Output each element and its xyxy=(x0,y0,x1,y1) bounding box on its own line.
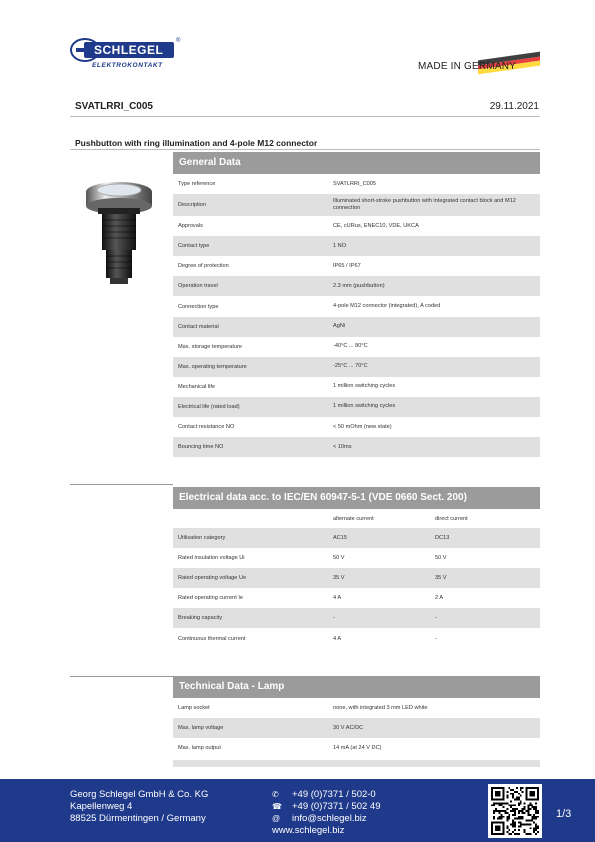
row-value: SVATLRRI_C005 xyxy=(333,180,377,187)
row-value: < 50 mOhm (new state) xyxy=(333,423,392,430)
row-value-ac: 4 A xyxy=(333,635,342,642)
section-end-bar xyxy=(173,760,540,767)
electrical-data-section xyxy=(173,487,540,649)
divider xyxy=(70,484,173,485)
table-row xyxy=(173,194,540,216)
footer xyxy=(0,779,595,842)
company-name: Georg Schlegel GmbH & Co. KG xyxy=(70,789,209,800)
row-value-dc: 50 V xyxy=(435,555,447,562)
electrical-data-table xyxy=(173,528,540,649)
row-value: 1 NO xyxy=(333,242,347,249)
row-value: IP65 / IP67 xyxy=(333,262,361,269)
table-row xyxy=(173,357,540,377)
logo-subtitle: ELEKTROKONTAKT xyxy=(92,62,163,69)
row-label: Electrical life (rated load) xyxy=(178,403,240,410)
col-alternate-current: alternate current xyxy=(333,515,374,522)
company-city: 88525 Dürmentingen / Germany xyxy=(70,813,206,824)
table-row xyxy=(173,568,540,588)
fax-number[interactable]: +49 (0)7371 / 502 49 xyxy=(292,801,381,812)
table-row xyxy=(173,296,540,316)
row-label: Contact resistance NO xyxy=(178,424,235,431)
website-link[interactable]: www.schlegel.biz xyxy=(272,825,345,836)
at-icon: @ xyxy=(272,814,281,823)
electrical-header-row xyxy=(173,509,540,528)
row-value: -25°C ... 70°C xyxy=(333,363,368,370)
row-value-dc: - xyxy=(435,615,437,622)
row-value: 1 million switching cycles xyxy=(333,383,396,390)
row-label: Lamp socket xyxy=(178,705,210,712)
divider xyxy=(70,149,540,150)
table-row xyxy=(173,718,540,738)
row-label: Mechanical life xyxy=(178,383,215,390)
table-row xyxy=(173,317,540,337)
row-label: Bouncing time NO xyxy=(178,444,224,451)
row-label: Max. operating temperature xyxy=(178,363,247,370)
table-row xyxy=(173,256,540,276)
product-image xyxy=(84,176,154,286)
divider xyxy=(70,676,173,677)
row-value: -40°C ... 80°C xyxy=(333,343,368,350)
table-row xyxy=(173,377,540,397)
page-number: 1/3 xyxy=(556,808,572,820)
row-value-ac: 50 V xyxy=(333,555,345,562)
row-value-ac: AC15 xyxy=(333,535,347,542)
row-value-ac: 35 V xyxy=(333,575,345,582)
row-label: Connection type xyxy=(178,303,219,310)
row-value: 1 million switching cycles xyxy=(333,403,396,410)
table-row xyxy=(173,337,540,357)
table-row xyxy=(173,437,540,457)
row-label: Type reference xyxy=(178,181,216,188)
table-row xyxy=(173,528,540,548)
row-value: CE, cURus, ENEC10, VDE, UKCA xyxy=(333,222,419,229)
company-address xyxy=(70,789,208,825)
col-direct-current: direct current xyxy=(435,515,468,522)
table-row xyxy=(173,738,540,758)
row-value: 2.3 mm (pushbutton) xyxy=(333,282,385,289)
table-row xyxy=(173,397,540,417)
qr-code xyxy=(488,784,542,838)
row-value-dc: 35 V xyxy=(435,575,447,582)
row-label: Max. lamp output xyxy=(178,745,221,752)
logo-registered-mark: ® xyxy=(176,38,181,44)
row-label: Breaking capacity xyxy=(178,615,223,622)
row-label: Description xyxy=(178,202,206,209)
lamp-data-title: Technical Data - Lamp xyxy=(173,676,540,698)
row-value: 30 V AC/DC xyxy=(333,724,364,731)
company-contact xyxy=(272,789,380,837)
row-label: Contact type xyxy=(178,243,210,250)
row-value: < 10ms xyxy=(333,443,352,450)
general-data-title: General Data xyxy=(173,152,540,174)
logo-brand: SCHLEGEL xyxy=(84,42,174,58)
table-row xyxy=(173,216,540,236)
table-row xyxy=(173,628,540,648)
row-label: Rated insulation voltage Ui xyxy=(178,555,245,562)
table-row xyxy=(173,174,540,194)
table-row xyxy=(173,548,540,568)
phone-number[interactable]: +49 (0)7371 / 502-0 xyxy=(292,789,376,800)
row-label: Utilisation category xyxy=(178,535,226,542)
general-data-table xyxy=(173,174,540,457)
table-row xyxy=(173,276,540,296)
table-row xyxy=(173,236,540,256)
electrical-data-title: Electrical data acc. to IEC/EN 60947-5-1 (VDE 0660 Sect. 200) xyxy=(173,487,540,509)
row-label: Operation travel xyxy=(178,283,218,290)
row-value: 4-pole M12 connector (integrated), A coded xyxy=(333,303,441,310)
row-label: Rated operating current Ie xyxy=(178,595,243,602)
row-value: Illuminated short-stroke pushbutton with integrated contact block and M12 connection xyxy=(333,198,516,212)
row-value-ac: - xyxy=(333,615,335,622)
table-row xyxy=(173,588,540,608)
row-value-dc: - xyxy=(435,635,437,642)
row-label: Degree of protection xyxy=(178,263,229,270)
row-label: Approvals xyxy=(178,223,203,230)
row-value: AgNi xyxy=(333,323,346,330)
table-row xyxy=(173,698,540,718)
lamp-data-table xyxy=(173,698,540,758)
document-subtitle: Pushbutton with ring illumination and 4-pole M12 connector xyxy=(75,138,318,148)
fax-icon: ☎ xyxy=(272,802,282,811)
row-value: 14 mA (at 24 V DC) xyxy=(333,744,382,751)
document-date: 29.11.2021 xyxy=(489,101,539,112)
company-logo xyxy=(70,38,180,74)
document-id: SVATLRRI_C005 xyxy=(75,101,153,112)
row-value-dc: DC13 xyxy=(435,535,450,542)
row-label: Max. lamp voltage xyxy=(178,725,224,732)
lamp-data-section xyxy=(173,676,540,758)
table-row xyxy=(173,417,540,437)
phone-icon: ✆ xyxy=(272,790,279,799)
divider xyxy=(70,116,540,117)
company-street: Kapellenweg 4 xyxy=(70,801,133,812)
row-value-dc: 2 A xyxy=(435,595,444,602)
row-value-ac: 4 A xyxy=(333,595,342,602)
row-label: Contact material xyxy=(178,323,219,330)
general-data-section xyxy=(173,152,540,457)
table-row xyxy=(173,608,540,628)
row-label: Max. storage temperature xyxy=(178,343,243,350)
email-link[interactable]: info@schlegel.biz xyxy=(292,813,367,824)
row-value: none, with integrated 3 mm LED white xyxy=(333,704,428,711)
row-label: Continuous thermal current xyxy=(178,635,246,642)
row-label: Rated operating voltage Ue xyxy=(178,575,247,582)
made-in-label: MADE IN GERMANY xyxy=(418,61,517,72)
